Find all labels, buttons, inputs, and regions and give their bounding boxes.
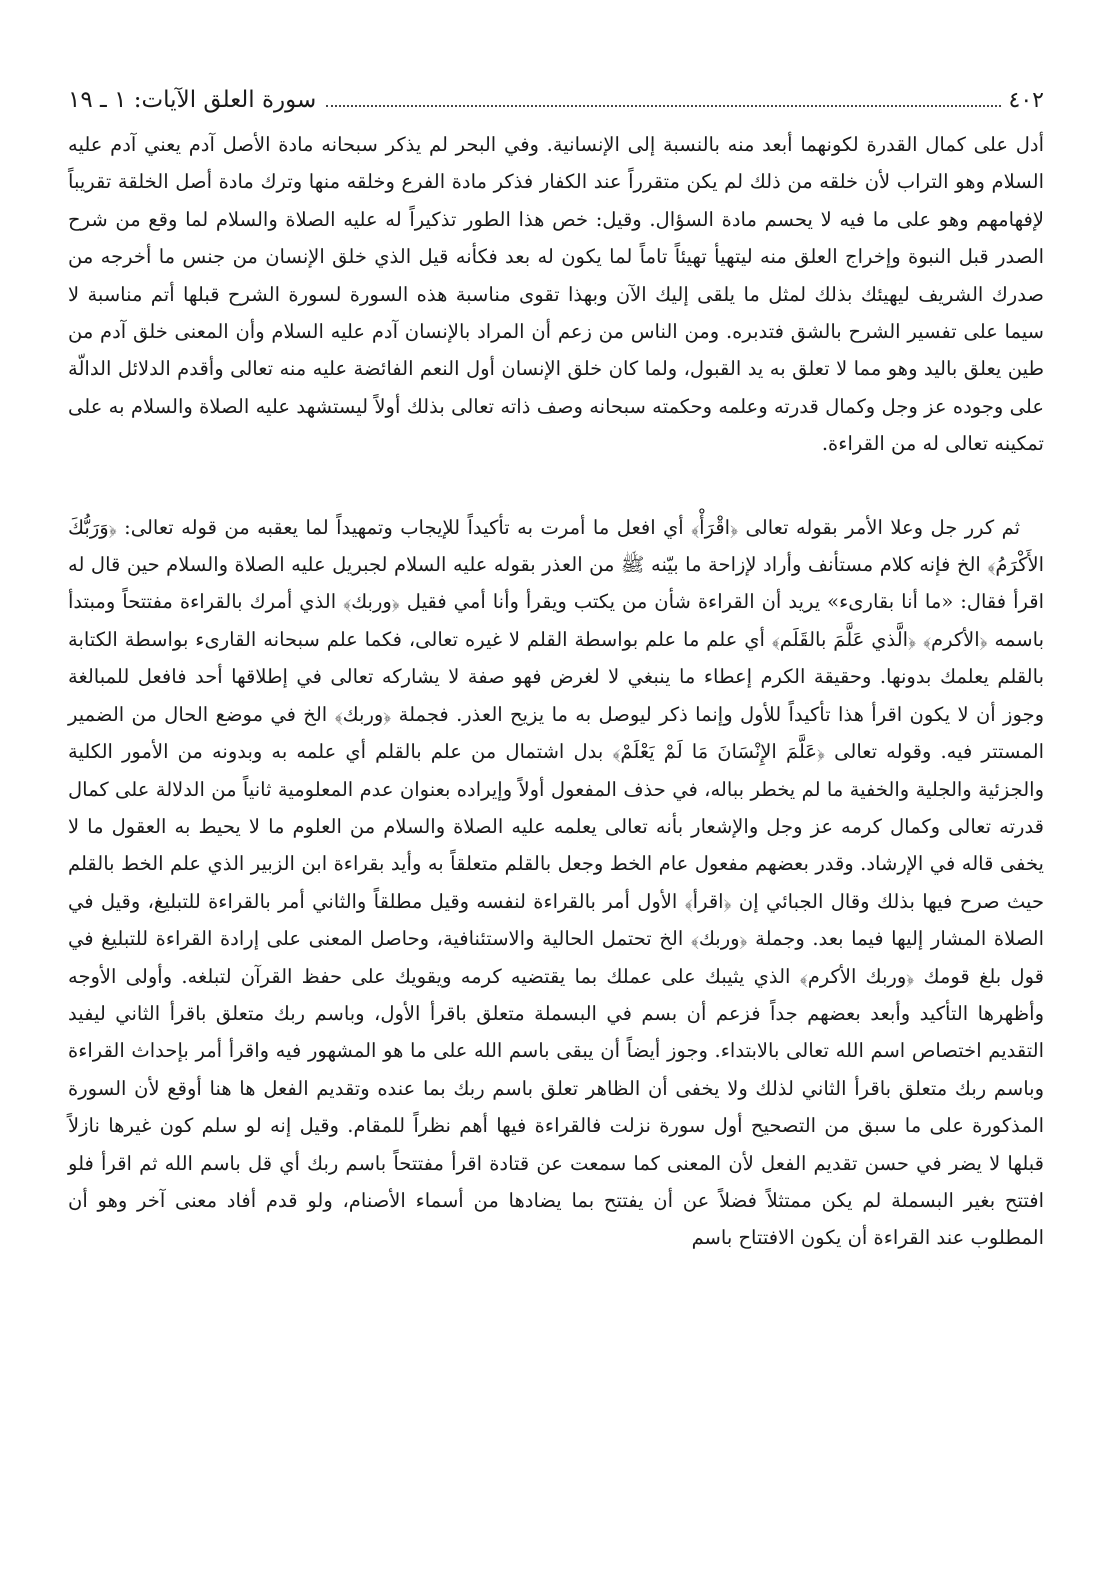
running-header <box>68 78 1044 122</box>
chapter-title: سورة العلق الآيات: ١ ـ ١٩ <box>68 87 317 113</box>
page-number: ٤٠٢ <box>1008 88 1044 113</box>
paragraph-continued: أدل على كمال القدرة لكونهما أبعد منه بالنسبة إلى الإنسانية. وفي البحر لم يذكر سبحانه مادة الأصل آدم يعني آدم عليه السلام وهو التراب لأن خلقه من ذلك لم يكن متقرراً عند الكفار فذكر مادة الفرع وخلقه منها وترك مادة أصل الخلقة تقريباً لإفهامهم وهو على ما فيه لا يحسم مادة السؤال. وقيل: خص هذا الطور تذكيراً له عليه الصلاة والسلام لما وقع من شرح الصدر قبل النبوة وإخراج العلق منه ليتهيأ تهيئاً تاماً لما يكون له بعد فكأنه قيل الذي خلق الإنسان من جنس ما أخرجه من صدرك الشريف ليهيئك بذلك لمثل ما يلقى إليك الآن وبهذا تقوى مناسبة هذه السورة لسورة الشرح قبلها أتم مناسبة لا سيما على تفسير الشرح بالشق فتدبره. ومن الناس من زعم أن المراد بالإنسان آدم عليه السلام وأن المعنى خلق آدم من طين يعلق باليد وهو مما لا تعلق به يد القبول، ولما كان خلق الإنسان أول النعم الفائضة عليه منه تعالى وأقدم الدلائل الدالّة على وجوده عز وجل وكمال قدرته وعلمه وحكمته سبحانه وصف ذاته تعالى بذلك أولاً ليستشهد عليه الصلاة والسلام به على تمكينه تعالى له من القراءة. <box>68 133 1044 456</box>
paragraph-main-text: ثم كرر جل وعلا الأمر بقوله تعالى ﴿اقْرَأْ﴾ أي افعل ما أمرت به تأكيداً للإيجاب وتمهيداً لما يعقبه من قوله تعالى: ﴿وَرَبُّكَ الأَكْرَمُ﴾ الخ فإنه كلام مستأنف وأراد لإزاحة ما بيّنه ﷺ من العذر بقوله عليه السلام لجبريل عليه الصلاة والسلام حين قال له اقرأ فقال: «ما أنا بقارىء» يريد أن القراءة شأن من يكتب ويقرأ وأنا أمي فقيل ﴿وربك﴾ الذي أمرك بالقراءة مفتتحاً ومبتدأ باسمه ﴿الأكرم﴾ ﴿الَّذي عَلَّمَ بالقَلَم﴾ أي علم ما علم بواسطة القلم لا غيره تعالى، فكما علم سبحانه القارىء بواسطة الكتابة بالقلم يعلمك بدونها. وحقيقة الكرم إعطاء ما ينبغي لا لغرض فهو صفة لا يشاركه تعالى في إطلاقها أحد فافعل للمبالغة وجوز أن لا يكون اقرأ هذا تأكيداً للأول وإنما ذكر ليوصل به ما يزيح العذر. فجملة ﴿وربك﴾ الخ في موضع الحال من الضمير المستتر فيه. وقوله تعالى ﴿عَلَّمَ الإِنْسَانَ مَا لَمْ يَعْلَمْ﴾ بدل اشتمال من علم بالقلم أي علمه به وبدونه من الأمور الكلية والجزئية والجلية والخفية ما لم يخطر بباله، في حذف المفعول أولاً وإيراده بعنوان عدم المعلومية ثانياً من الدلالة على كمال قدرته تعالى وكمال كرمه عز وجل والإشعار بأنه تعالى يعلمه عليه الصلاة والسلام من العلوم ما لا يحيط به العقول ما لا يخفى قاله في الإرشاد. وقدر بعضهم مفعول عام الخط وجعل بالقلم متعلقاً به وأيد بقراءة ابن الزبير الذي علم الخط بالقلم حيث صرح فيها بذلك وقال الجبائي إن ﴿اقرأ﴾ الأول أمر بالقراءة لنفسه وقيل مطلقاً والثاني أمر بالقراءة للتبليغ، وقيل في الصلاة المشار إليها فيما بعد. وجملة ﴿وربك﴾ الخ تحتمل الحالية والاستئنافية، وحاصل المعنى على إرادة القراءة للتبليغ في قول بلغ قومك ﴿وربك الأكرم﴾ الذي يثيبك على عملك بما يقتضيه كرمه ويقويك على حفظ القرآن لتبلغه. وأولى الأوجه وأظهرها التأكيد وأبعد بعضهم جداً فزعم أن بسم في البسملة متعلق باقرأ الأول، وباسم ربك متعلق باقرأ الثاني ليفيد التقديم اختصاص اسم الله تعالى بالابتداء. وجوز أيضاً أن يبقى باسم الله على ما هو المشهور فيه واقرأ أمر بإحداث القراءة وباسم ربك متعلق باقرأ الثاني لذلك ولا يخفى أن الظاهر تعلق باسم ربك بما عنده وتقديم الفعل ها هنا أوقع لأن السورة المذكورة على ما سبق من التصحيح أول سورة نزلت فالقراءة فيها أهم نظراً للمقام. وقيل إنه لو سلم كون غيرها نازلاً قبلها لا يضر في حسن تقديم الفعل لأن المعنى كما سمعت عن قتادة اقرأ مفتتحاً باسم ربك أي قل باسم الله ثم اقرأ فلو افتتح بغير البسملة لم يكن ممتثلاً فضلاً عن أن يفتتح بما يضادها من أسماء الأصنام، ولو قدم أفاد معنى آخر وهو أن المطلوب عند القراءة أن يكون الافتتاح باسم <box>68 515 1045 1250</box>
header-dotted-leader <box>326 105 1000 107</box>
paragraph-main <box>68 509 1044 1257</box>
